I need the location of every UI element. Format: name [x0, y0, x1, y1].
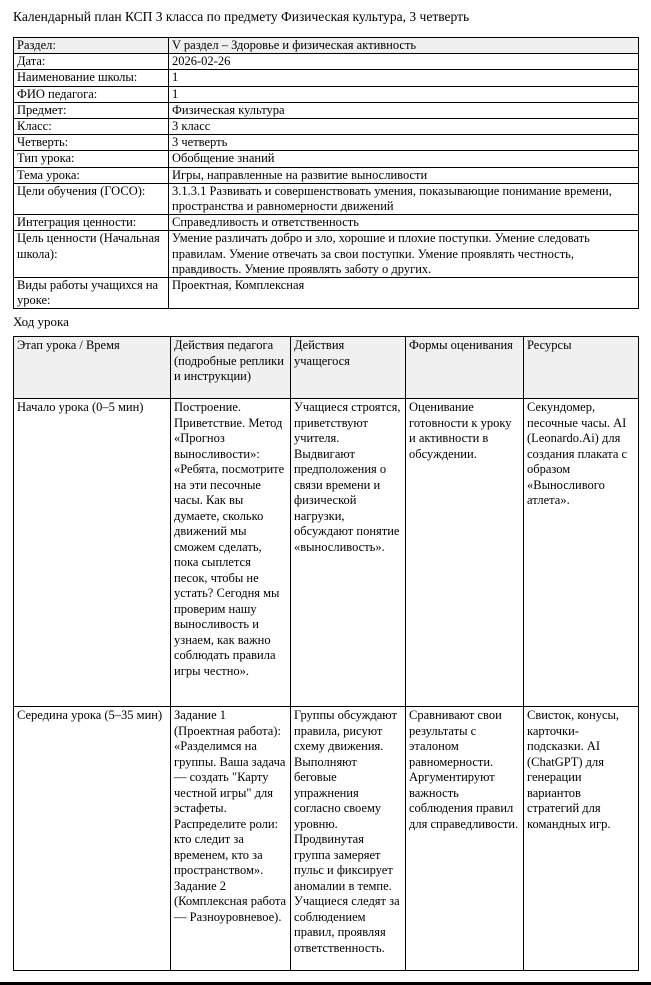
lesson-flow-heading: Ход урока [13, 314, 69, 330]
info-label: Виды работы учащихся на уроке: [14, 278, 169, 309]
cell-stage: Середина урока (5–35 мин) [14, 707, 171, 971]
info-row-quarter [14, 135, 639, 151]
info-value: Физическая культура [169, 102, 639, 118]
info-label: ФИО педагога: [14, 86, 169, 102]
info-label: Четверть: [14, 135, 169, 151]
lesson-flow-table [13, 336, 639, 971]
info-row-teacher-name [14, 86, 639, 102]
info-label: Интеграция ценности: [14, 215, 169, 231]
info-value: Игры, направленные на развитие выносливости [169, 167, 639, 183]
info-row-values-goal [14, 231, 639, 278]
header-stage: Этап урока / Время [14, 337, 171, 399]
cell-student-actions: Группы обсуждают правила, рисуют схему движения. Выполняют беговые упражнения согласно своему уровню. Продвинутая группа замеряет пульс и фиксирует аномалии в темпе. Учащиеся следят за соблюдением правил, проявляя ответственность. [291, 707, 406, 971]
lesson-row-middle [14, 707, 639, 971]
cell-assessment: Сравнивают свои результаты с эталоном равномерности. Аргументируют важность соблюдения правил для справедливости. [406, 707, 524, 971]
info-value: Обобщение знаний [169, 151, 639, 167]
cell-stage: Начало урока (0–5 мин) [14, 399, 171, 707]
lesson-row-start [14, 399, 639, 707]
document-title: Календарный план КСП 3 класса по предмету Физическая культура, 3 четверть [13, 9, 470, 24]
lesson-info-table [13, 37, 639, 309]
info-value: Проектная, Комплексная [169, 278, 639, 309]
info-label: Тип урока: [14, 151, 169, 167]
info-row-school [14, 70, 639, 86]
cell-assessment: Оценивание готовности к уроку и активности в обсуждении. [406, 399, 524, 707]
info-value: 3.1.3.1 Развивать и совершенствовать умения, показывающие понимание времени, пространства и равномерности движений [169, 183, 639, 214]
info-label: Тема урока: [14, 167, 169, 183]
info-label: Класс: [14, 119, 169, 135]
info-value: 3 четверть [169, 135, 639, 151]
info-row-goals [14, 183, 639, 214]
info-row-lesson-theme [14, 167, 639, 183]
header-student-actions: Действия учащегося [291, 337, 406, 399]
lesson-table-header-row [14, 337, 639, 399]
info-value: 1 [169, 86, 639, 102]
info-label: Раздел: [14, 38, 169, 54]
info-value: Умение различать добро и зло, хорошие и плохие поступки. Умение следовать правилам. Умение отвечать за свои поступки. Умение проявлять честность, правдивость. Умение проявлять заботу о других. [169, 231, 639, 278]
info-value: 2026-02-26 [169, 54, 639, 70]
info-label: Цели обучения (ГОСО): [14, 183, 169, 214]
header-teacher-actions: Действия педагога (подробные реплики и инструкции) [171, 337, 291, 399]
cell-resources: Свисток, конусы, карточки-подсказки. AI (ChatGPT) для генерации вариантов стратегий для командных игр. [524, 707, 639, 971]
cell-teacher-actions: Построение. Приветствие. Метод «Прогноз выносливости»: «Ребята, посмотрите на эти песочные часы. Как вы думаете, сколько движений мы сможем сделать, пока сыплется песок, чтобы не устать? Сегодня мы проверим нашу выносливость и узнаем, как важно соблюдать правила игры честно». [171, 399, 291, 707]
info-label: Предмет: [14, 102, 169, 118]
info-value: Справедливость и ответственность [169, 215, 639, 231]
cell-resources: Секундомер, песочные часы. AI (Leonardo.Ai) для создания плаката с образом «Выносливого атлета». [524, 399, 639, 707]
info-value: V раздел – Здоровье и физическая активность [169, 38, 639, 54]
info-label: Дата: [14, 54, 169, 70]
header-assessment-forms: Формы оценивания [406, 337, 524, 399]
info-row-values-integration [14, 215, 639, 231]
info-value: 1 [169, 70, 639, 86]
info-row-work-types [14, 278, 639, 309]
cell-teacher-actions: Задание 1 (Проектная работа): «Разделимся на группы. Ваша задача — создать "Карту честной игры" для эстафеты. Распределите роли: кто следит за временем, кто за пространством». Задание 2 (Комплексная работа — Разноуровневое). [171, 707, 291, 971]
info-value: 3 класс [169, 119, 639, 135]
info-label: Цель ценности (Начальная школа): [14, 231, 169, 278]
header-resources: Ресурсы [524, 337, 639, 399]
info-row-data [14, 54, 639, 70]
info-row-subject [14, 102, 639, 118]
cell-student-actions: Учащиеся строятся, приветствуют учителя. Выдвигают предположения о связи времени и физической нагрузки, обсуждают понятие «выносливость». [291, 399, 406, 707]
info-row-lesson-type [14, 151, 639, 167]
info-row-razdel [14, 38, 639, 54]
info-row-class [14, 119, 639, 135]
info-label: Наименование школы: [14, 70, 169, 86]
